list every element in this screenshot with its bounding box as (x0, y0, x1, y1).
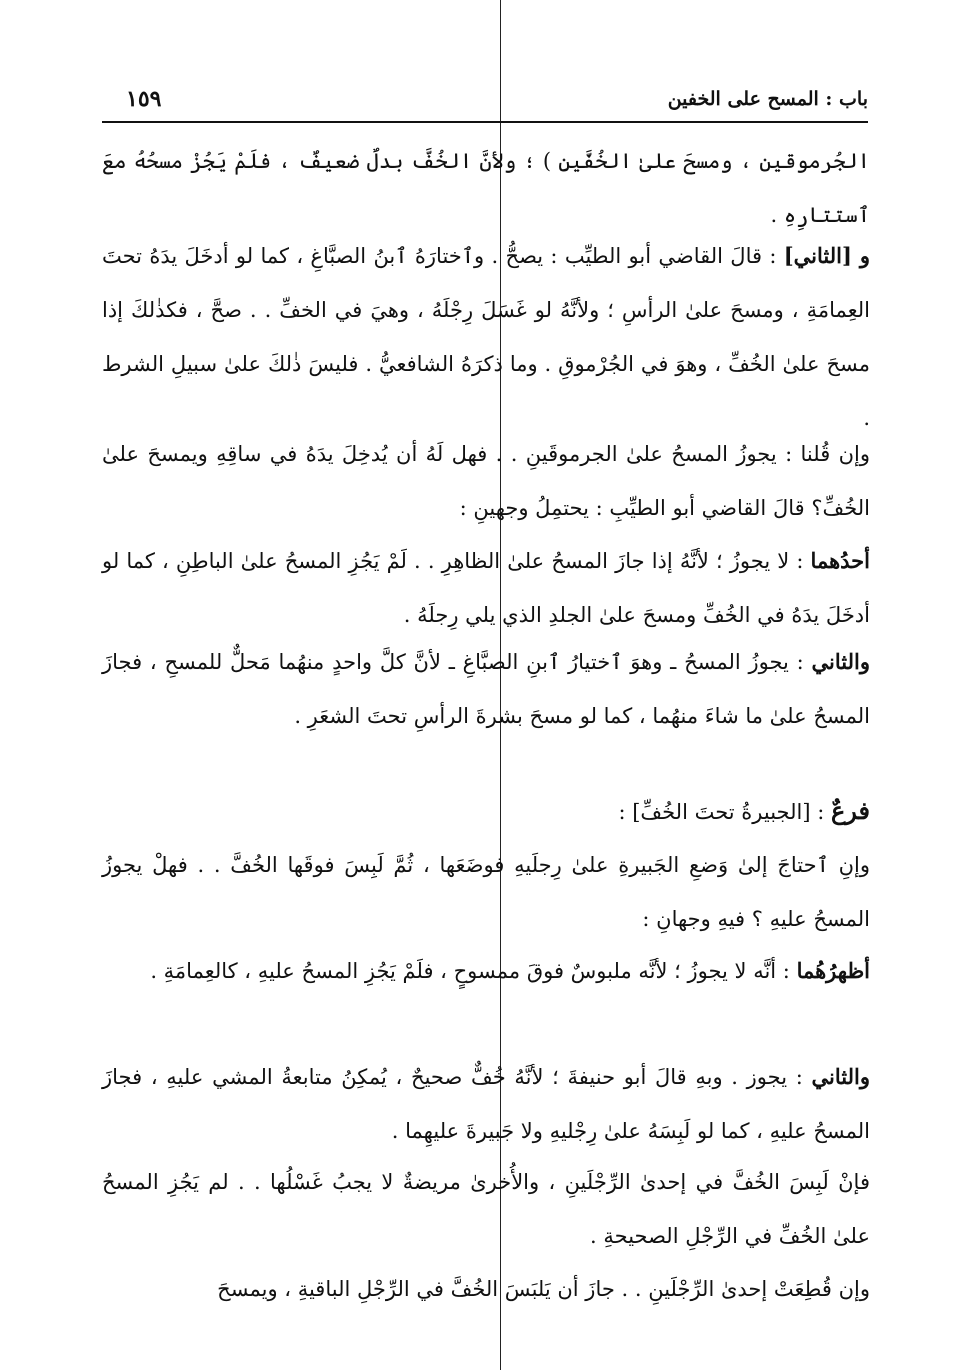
paragraph-text: وإنِ ٱحتاجَ إلىٰ وَضعِ الجَبيرةِ علىٰ رِجلَيهِ فوضَعَها ، ثُمَّ لَبِسَ فوقَها الخُفَّ . . فهلْ يجوزُ المسحُ عليهِ ؟ فيهِ وجهانِ : (102, 853, 870, 931)
paragraph-text: وإن قُطِعَتْ إحدىٰ الرِّجْلَينِ . . جازَ أن يَلبَسَ الخُفَّ في الرِّجْلِ الباقيةِ ، ويمسحَ (217, 1277, 870, 1301)
paragraph-text: فإنْ لَبِسَ الخُفَّ في إحدىٰ الرِّجْلَينِ ، والأُخرىٰ مريضةٌ لا يجبُ غَسْلُها . . لم يَجُزِ المسحُ علىٰ الخُفِّ في الرِّجْلِ الصحيحةِ . (102, 1170, 870, 1248)
paragraph-7 (102, 944, 870, 998)
paragraph-lead: أظهرُهُما (796, 958, 870, 983)
paragraph-9 (102, 1155, 870, 1263)
paragraph-6 (102, 838, 870, 946)
running-header (102, 84, 868, 120)
section-label: فرعٌ (830, 796, 870, 825)
section-title: : [الجبيرةُ تحتَ الخُفِّ] : (618, 800, 831, 824)
paragraph-lead: والثاني (811, 1064, 870, 1089)
paragraph-lead: أحدُهما (810, 548, 870, 573)
paragraph-3 (102, 427, 870, 535)
paragraph-10 (102, 1262, 870, 1316)
page-number: ١٥٩ (126, 86, 162, 112)
paragraph-text: وإن قُلنا : يجوزُ المسحُ علىٰ الجرموقَينِ . . فهل لَهُ أن يُدخِلَ يدَهُ في ساقِهِ ويمسحَ علىٰ الخُفِّ؟ قالَ القاضي أبو الطيِّبِ : يحتمِلُ وجهينِ : (102, 442, 870, 520)
paragraph-5 (102, 635, 870, 743)
paragraph-8 (102, 1050, 870, 1158)
chapter-title: باب : المسح على الخفين (667, 88, 868, 110)
paragraph-text: : يجوز . وبهِ قالَ أبو حنيفةَ ؛ لأنَّهُ خُفٌّ صحيحٌ ، يُمكِنُ متابعةُ المشي عليهِ ، فجازَ المسحُ عليهِ ، كما لو لَبِسَهُ علىٰ رِجْليهِ ولا جَبيرةَ عليهِما . (102, 1065, 870, 1143)
section-heading (618, 784, 870, 839)
paragraph-lead: و [الثاني] (783, 243, 870, 268)
paragraph-text: الجُرموقين ، ومسحَ علىٰ الخُفَّينِ ) ؛ ولأنَّ الخُفَّ بدلٌ ضعيفٌ ، فلَمْ يَجُزْ مسحُهُ معَ ٱستتارِهِ . (102, 149, 870, 227)
paragraph-text: : قالَ القاضي أبو الطيِّب : يصحُّ . وٱختارَهُ ٱبنُ الصبَّاغِ ، كما لو أدخَلَ يدَهُ تحتَ العِمامَةِ ، ومسحَ علىٰ الرأسِ ؛ ولأنَّهُ لو غَسَلَ رِجْلَهُ ، وهيَ في الخفِّ . . صحَّ ، فكذٰلكَ إذا مسحَ علىٰ الخُفِّ ، وهوَ في الجُرْموقِ . وما ذكرَهُ الشافعيُّ . فليسَ ذٰلكَ علىٰ سبيلِ الشرط . (102, 244, 870, 430)
paragraph-text: : لا يجوزُ ؛ لأنَّهُ إذا جازَ المسحُ علىٰ الظاهِرِ . . لَمْ يَجُزِ المسحُ علىٰ الباطِنِ ، كما لو أدخَلَ يدَهُ في الخُفِّ ومسحَ علىٰ الجلدِ الذي يلي رِجلَهُ . (102, 549, 870, 627)
header-rule (102, 121, 868, 123)
paragraph-2 (102, 229, 870, 445)
paragraph-text: : يجوزُ المسحُ ـ وهوَ ٱختيارُ ٱبنِ الصبَّاغِ ـ لأنَّ كلَّ واحدٍ منهُما مَحلٌّ للمسحِ ، فجازَ المسحُ علىٰ ما شاءَ منهُما ، كما لو مسحَ بشرةَ الرأسِ تحتَ الشعَرِ . (102, 650, 870, 728)
paragraph-1 (102, 134, 870, 242)
paragraph-4 (102, 534, 870, 642)
paragraph-lead: والثاني (811, 649, 870, 674)
paragraph-text: : أنَّه لا يجوزُ ؛ لأنَّه ملبوسٌ فوقَ ممسوحٍ ، فلَمْ يَجُزِ المسحُ عليهِ ، كالعِمامَةِ . (150, 959, 797, 983)
